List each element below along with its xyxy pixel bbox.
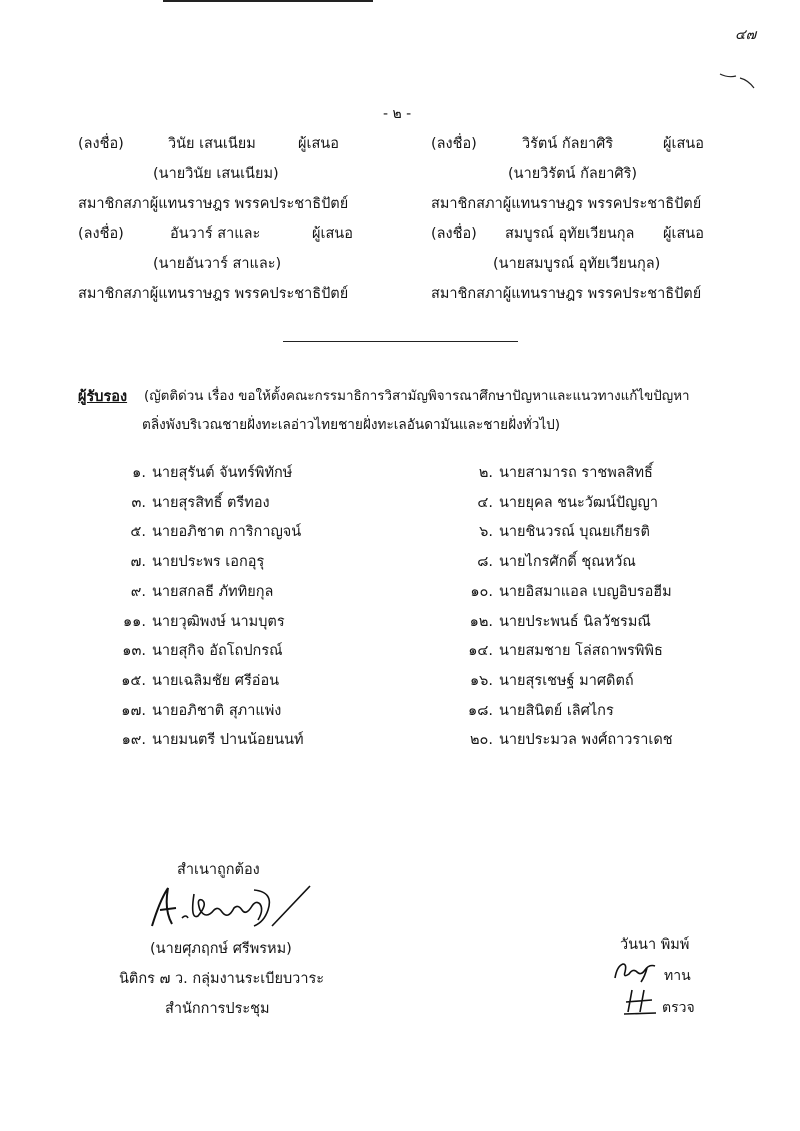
signer-3-name: อันวาร์ สาและ <box>170 226 261 242</box>
certify-office: สำนักการประชุม <box>165 1001 270 1017</box>
endorser-number: ๒. <box>478 465 493 481</box>
signer-4-full-name: (นายสมบูรณ์ อุทัยเวียนกุล) <box>493 256 661 272</box>
page-number: - ๒ - <box>383 106 412 122</box>
endorser-name: นายชินวรณ์ บุณยเกียรติ <box>499 524 650 541</box>
endorser-number: ๒๐. <box>469 732 493 749</box>
endorser-name: นายสุรันต์ จันทร์พิทักษ์ <box>152 465 293 481</box>
endorsers-heading: ผู้รับรอง <box>78 389 128 405</box>
endorser-name: นายสมชาย โล่สถาพรพิพิธ <box>499 643 663 660</box>
endorser-number: ๑๙. <box>121 732 146 749</box>
endorser-name: นายสามารถ ราชพลสิทธิ์ <box>499 465 653 481</box>
endorser-number: ๖. <box>479 524 493 541</box>
endorsers-description-line-1: (ญัตติด่วน เรื่อง ขอให้ตั้งคณะกรรมาธิการวิสามัญพิจารณาศึกษาปัญหาและแนวทางแก้ไขปัญหา <box>144 389 690 404</box>
endorser-name: นายประพนธ์ นิลวัชรมณี <box>499 613 651 630</box>
endorser-number: ๗. <box>130 554 146 571</box>
endorsers-description-line-2: ตลิ่งพังบริเวณชายฝั่งทะเลอ่าวไทยชายฝั่งทะเลอันดามันและชายฝั่งทั่วไป) <box>142 417 561 433</box>
endorser-name: นายประมวล พงศ์ถาวราเดช <box>499 732 673 749</box>
endorser-number: ๑๐. <box>470 583 493 600</box>
endorser-name: นายอิสมาแอล เบญอิบรอฮีม <box>499 583 672 600</box>
endorser-name: นายประพร เอกอุรุ <box>152 554 265 571</box>
endorser-number: ๑๗. <box>121 702 146 719</box>
pen-mark-icon <box>718 70 758 92</box>
endorser-name: นายวุฒิพงษ์ นามบุตร <box>152 613 285 630</box>
endorser-number: ๓. <box>131 494 146 511</box>
endorser-number: ๑๖. <box>469 672 493 689</box>
signer-4-role: ผู้เสนอ <box>663 226 704 242</box>
endorser-number: ๙. <box>130 583 146 600</box>
signer-4-name: สมบูรณ์ อุทัยเวียนกุล <box>505 226 635 242</box>
endorser-number: ๑๓. <box>122 643 146 660</box>
top-scan-edge <box>163 0 373 2</box>
signer-1-role: ผู้เสนอ <box>298 136 339 152</box>
signer-3-label: (ลงชื่อ) <box>78 226 124 242</box>
verified-label: ตรวจ <box>662 1000 695 1016</box>
endorser-number: ๔. <box>477 494 493 511</box>
signer-3-position: สมาชิกสภาผู้แทนราษฎร พรรคประชาธิปัตย์ <box>78 286 349 302</box>
endorser-name: นายอภิชาต การิกาญจน์ <box>152 524 302 541</box>
initials-verified-icon <box>622 986 662 1016</box>
endorser-number: ๑๒. <box>469 613 493 630</box>
signer-4-position: สมาชิกสภาผู้แทนราษฎร พรรคประชาธิปัตย์ <box>431 286 702 302</box>
endorser-name: นายยุคล ชนะวัฒน์ปัญญา <box>499 494 658 511</box>
typist-name: วันนา พิมพ์ <box>620 937 690 953</box>
signer-2-full-name: (นายวิรัตน์ กัลยาศิริ) <box>508 166 638 182</box>
signer-1-position: สมาชิกสภาผู้แทนราษฎร พรรคประชาธิปัตย์ <box>78 196 349 212</box>
endorser-name: นายอภิชาติ สุภาแพ่ง <box>152 702 282 719</box>
endorser-number: ๑๕. <box>121 672 146 689</box>
signer-1-full-name: (นายวินัย เสนเนียม) <box>153 166 279 182</box>
signer-4-label: (ลงชื่อ) <box>431 226 477 242</box>
signer-1-label: (ลงชื่อ) <box>78 136 124 152</box>
signer-3-role: ผู้เสนอ <box>312 226 353 242</box>
endorser-name: นายสุรเชษฐ์ มาศดิตถ์ <box>499 672 634 689</box>
signer-2-position: สมาชิกสภาผู้แทนราษฎร พรรคประชาธิปัตย์ <box>431 196 702 212</box>
endorser-name: นายสุรสิทธิ์ ตรีทอง <box>152 494 270 511</box>
endorser-number: ๘. <box>477 554 493 571</box>
endorser-name: นายมนตรี ปานน้อยนนท์ <box>152 732 304 749</box>
endorser-number: ๑๔. <box>468 643 493 660</box>
endorser-name: นายสกลธี ภัททิยกุล <box>152 583 274 600</box>
section-divider <box>283 341 518 342</box>
checked-label: ทาน <box>664 968 691 984</box>
signer-2-name: วิรัตน์ กัลยาศิริ <box>522 136 614 152</box>
endorser-name: นายสุกิจ อัถโถปกรณ์ <box>152 643 283 660</box>
endorser-name: นายเฉลิมชัย ศรีอ่อน <box>152 672 280 689</box>
certify-position: นิติกร ๗ ว. กลุ่มงานระเบียบวาระ <box>119 971 325 987</box>
endorser-number: ๑๑. <box>122 613 146 630</box>
endorser-number: ๑๘. <box>468 702 493 719</box>
certify-name: (นายศุภฤกษ์ ศรีพรหม) <box>150 941 292 957</box>
page-mark: ๔๗ <box>735 27 757 43</box>
endorser-name: นายสินิตย์ เลิศไกร <box>499 702 614 719</box>
endorser-number: ๑. <box>132 465 146 481</box>
signer-3-full-name: (นายอันวาร์ สาและ) <box>153 256 282 272</box>
signer-1-name: วินัย เสนเนียม <box>168 136 256 152</box>
signer-2-label: (ลงชื่อ) <box>431 136 477 152</box>
signature-icon <box>142 880 317 932</box>
endorser-name: นายไกรศักดิ์ ชุณหวัณ <box>499 554 636 571</box>
endorser-number: ๕. <box>130 524 146 541</box>
certify-title: สำเนาถูกต้อง <box>177 862 260 878</box>
initials-checked-icon <box>611 958 661 984</box>
signer-2-role: ผู้เสนอ <box>663 136 704 152</box>
